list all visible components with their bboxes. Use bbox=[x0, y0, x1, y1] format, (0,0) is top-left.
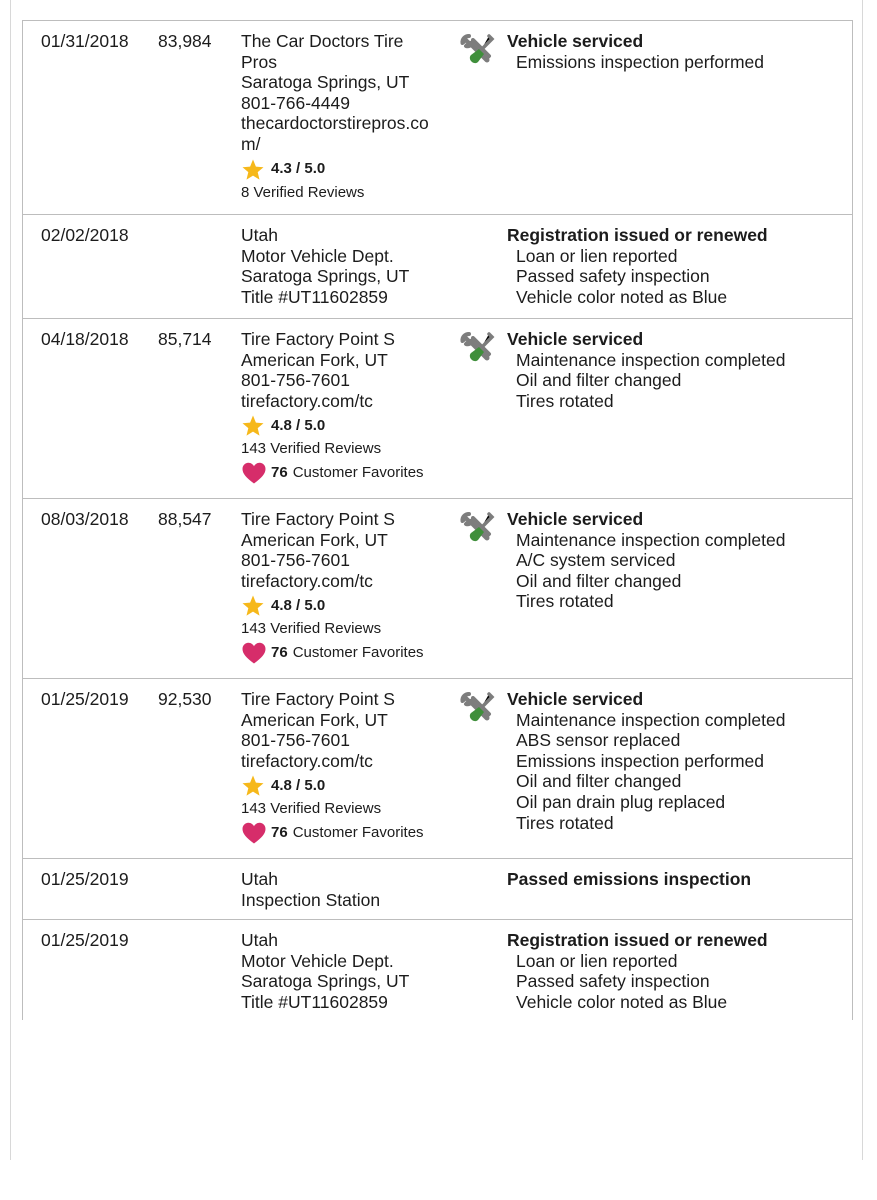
history-record-row bbox=[22, 920, 853, 1020]
page-left-edge bbox=[10, 0, 11, 1160]
record-odometer: 92,530 bbox=[158, 689, 212, 709]
source-line: m/ bbox=[241, 133, 261, 154]
source-line: American Fork, UT bbox=[241, 529, 388, 550]
customer-favorites bbox=[241, 821, 453, 845]
source-line: 801-756-7601 bbox=[241, 730, 350, 751]
service-tools-icon bbox=[459, 330, 495, 366]
record-event-item: Vehicle color noted as Blue bbox=[516, 286, 728, 307]
record-event-item: Maintenance inspection completed bbox=[516, 709, 786, 730]
record-source bbox=[241, 869, 453, 910]
record-event-item: Oil and filter changed bbox=[516, 771, 682, 792]
source-name: Utah bbox=[241, 225, 278, 245]
record-details bbox=[507, 225, 837, 307]
favorites-label: Customer Favorites bbox=[292, 824, 424, 842]
source-line: Saratoga Springs, UT bbox=[241, 72, 410, 93]
record-date: 01/25/2019 bbox=[41, 869, 129, 889]
source-line: 801-756-7601 bbox=[241, 370, 350, 391]
record-event-item: Passed safety inspection bbox=[516, 971, 710, 992]
record-event-title: Vehicle serviced bbox=[507, 509, 644, 529]
record-date: 04/18/2018 bbox=[41, 329, 129, 349]
record-event-item: Oil and filter changed bbox=[516, 570, 682, 591]
record-date: 01/25/2019 bbox=[41, 689, 129, 709]
star-icon bbox=[241, 774, 265, 798]
source-name: Tire Factory Point S bbox=[241, 509, 395, 529]
record-event-item: ABS sensor replaced bbox=[516, 730, 681, 751]
history-record-row bbox=[22, 499, 853, 679]
record-event-item: Loan or lien reported bbox=[516, 950, 678, 971]
rating bbox=[241, 774, 453, 798]
rating-value: 4.8 / 5.0 bbox=[271, 417, 326, 435]
record-source bbox=[241, 509, 453, 665]
source-line: tirefactory.com/tc bbox=[241, 390, 373, 411]
source-line: Title #UT11602859 bbox=[241, 991, 388, 1012]
record-date: 02/02/2018 bbox=[41, 225, 129, 245]
source-line: American Fork, UT bbox=[241, 349, 388, 370]
source-line: Inspection Station bbox=[241, 889, 381, 910]
record-event-title: Vehicle serviced bbox=[507, 689, 644, 709]
vehicle-history-table bbox=[22, 20, 853, 1020]
service-tools-icon bbox=[459, 32, 495, 68]
record-source bbox=[241, 225, 453, 307]
source-line: American Fork, UT bbox=[241, 709, 388, 730]
rating bbox=[241, 414, 453, 438]
source-line: Saratoga Springs, UT bbox=[241, 971, 410, 992]
record-details bbox=[507, 930, 837, 1012]
record-odometer: 85,714 bbox=[158, 329, 212, 349]
record-source bbox=[241, 930, 453, 1012]
page-right-edge bbox=[862, 0, 863, 1160]
source-line: tirefactory.com/tc bbox=[241, 750, 373, 771]
favorites-label: Customer Favorites bbox=[292, 464, 424, 482]
record-event-item: Tires rotated bbox=[516, 591, 614, 612]
record-event-title: Passed emissions inspection bbox=[507, 869, 752, 889]
record-event-item: Emissions inspection performed bbox=[516, 51, 765, 72]
heart-icon bbox=[241, 821, 267, 845]
favorites-label: Customer Favorites bbox=[292, 644, 424, 662]
source-line: Title #UT11602859 bbox=[241, 286, 388, 307]
record-event-item: Vehicle color noted as Blue bbox=[516, 991, 728, 1012]
verified-reviews: 143 Verified Reviews bbox=[241, 800, 382, 818]
record-details bbox=[507, 329, 837, 411]
customer-favorites bbox=[241, 641, 453, 665]
record-date: 01/25/2019 bbox=[41, 930, 129, 950]
record-event-title: Vehicle serviced bbox=[507, 329, 644, 349]
rating bbox=[241, 594, 453, 618]
record-source bbox=[241, 329, 453, 485]
history-record-row bbox=[22, 319, 853, 499]
source-name: Utah bbox=[241, 869, 278, 889]
favorites-count: 76 bbox=[271, 644, 288, 662]
record-odometer: 88,547 bbox=[158, 509, 212, 529]
record-event-title: Registration issued or renewed bbox=[507, 930, 768, 950]
record-event-item: Emissions inspection performed bbox=[516, 750, 765, 771]
record-details bbox=[507, 31, 837, 72]
record-event-title: Vehicle serviced bbox=[507, 31, 644, 51]
source-name: Tire Factory Point S bbox=[241, 689, 395, 709]
history-record-row bbox=[22, 679, 853, 859]
record-date: 08/03/2018 bbox=[41, 509, 129, 529]
verified-reviews: 8 Verified Reviews bbox=[241, 183, 365, 201]
record-details bbox=[507, 869, 837, 890]
service-tools-icon bbox=[459, 510, 495, 546]
rating-value: 4.3 / 5.0 bbox=[271, 160, 326, 178]
source-line: thecardoctorstirepros.co bbox=[241, 113, 429, 134]
heart-icon bbox=[241, 641, 267, 665]
record-event-item: Maintenance inspection completed bbox=[516, 349, 786, 370]
source-line: Motor Vehicle Dept. bbox=[241, 245, 394, 266]
record-details bbox=[507, 509, 837, 612]
source-line: 801-756-7601 bbox=[241, 550, 350, 571]
service-tools-icon bbox=[459, 690, 495, 726]
rating-value: 4.8 / 5.0 bbox=[271, 777, 326, 795]
star-icon bbox=[241, 158, 265, 182]
verified-reviews: 143 Verified Reviews bbox=[241, 620, 382, 638]
verified-reviews: 143 Verified Reviews bbox=[241, 440, 382, 458]
rating-value: 4.8 / 5.0 bbox=[271, 597, 326, 615]
rating bbox=[241, 158, 453, 182]
record-odometer: 83,984 bbox=[158, 31, 212, 51]
record-date: 01/31/2018 bbox=[41, 31, 129, 51]
history-record-row bbox=[22, 859, 853, 920]
source-line: tirefactory.com/tc bbox=[241, 570, 373, 591]
record-event-item: A/C system serviced bbox=[516, 550, 676, 571]
source-line: Motor Vehicle Dept. bbox=[241, 950, 394, 971]
source-line: 801-766-4449 bbox=[241, 92, 350, 113]
star-icon bbox=[241, 594, 265, 618]
record-event-item: Oil and filter changed bbox=[516, 370, 682, 391]
source-name: Utah bbox=[241, 930, 278, 950]
record-source bbox=[241, 31, 453, 203]
customer-favorites bbox=[241, 461, 453, 485]
record-event-item: Loan or lien reported bbox=[516, 245, 678, 266]
favorites-count: 76 bbox=[271, 824, 288, 842]
history-record-row bbox=[22, 215, 853, 319]
record-event-item: Passed safety inspection bbox=[516, 266, 710, 287]
record-event-title: Registration issued or renewed bbox=[507, 225, 768, 245]
source-name: Tire Factory Point S bbox=[241, 329, 395, 349]
record-event-item: Tires rotated bbox=[516, 812, 614, 833]
heart-icon bbox=[241, 461, 267, 485]
record-details bbox=[507, 689, 837, 833]
source-line: Pros bbox=[241, 51, 277, 72]
record-event-item: Oil pan drain plug replaced bbox=[516, 791, 726, 812]
favorites-count: 76 bbox=[271, 464, 288, 482]
star-icon bbox=[241, 414, 265, 438]
record-event-item: Tires rotated bbox=[516, 390, 614, 411]
source-line: Saratoga Springs, UT bbox=[241, 266, 410, 287]
source-name: The Car Doctors Tire bbox=[241, 31, 404, 51]
record-event-item: Maintenance inspection completed bbox=[516, 529, 786, 550]
record-source bbox=[241, 689, 453, 845]
history-record-row bbox=[22, 21, 853, 215]
